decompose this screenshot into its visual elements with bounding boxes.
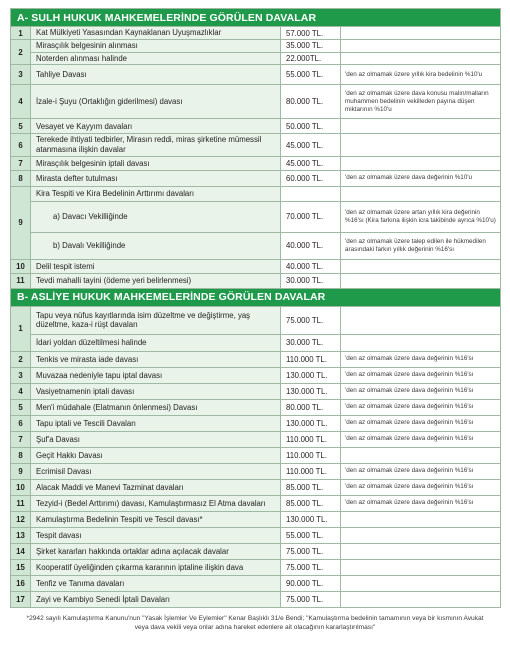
row-number: 9 xyxy=(11,186,31,259)
fee-amount: 130.000 TL. xyxy=(281,415,341,431)
row-number: 11 xyxy=(11,495,31,511)
table-row xyxy=(11,119,501,134)
fee-amount: 110.000 TL. xyxy=(281,447,341,463)
table-row xyxy=(11,527,501,543)
row-number: 5 xyxy=(11,399,31,415)
case-description: Kat Mülkiyeti Yasasından Kaynaklanan Uyuşmazlıklar xyxy=(31,27,281,40)
case-description: Ecrimisil Davası xyxy=(31,463,281,479)
fee-amount xyxy=(281,186,341,201)
row-number: 12 xyxy=(11,511,31,527)
case-description: Kira Tespiti ve Kira Bedelinin Arttırımı davaları xyxy=(31,186,281,201)
fee-note xyxy=(341,134,501,156)
case-description: Terekede ihtiyati tedbirler, Mirasın reddi, miras şirketine mümessil atanmasına ilişkin davalar xyxy=(31,134,281,156)
case-description: Delil tespit istemi xyxy=(31,259,281,273)
table-row xyxy=(11,273,501,288)
case-description: b) Davalı Vekilliğinde xyxy=(31,232,281,259)
table-row xyxy=(11,134,501,156)
case-description: Şuf'a Davası xyxy=(31,431,281,447)
case-description: a) Davacı Vekilliğinde xyxy=(31,201,281,232)
table-row xyxy=(11,156,501,170)
table-row xyxy=(11,559,501,575)
fee-note xyxy=(341,40,501,53)
table-row xyxy=(11,85,501,119)
case-description: Mirasçılık belgesinin alınması xyxy=(31,40,281,53)
fee-amount: 75.000 TL. xyxy=(281,306,341,334)
fee-amount: 35.000 TL. xyxy=(281,40,341,53)
case-description: Geçit Hakkı Davası xyxy=(31,447,281,463)
fee-note: 'den az olmamak üzere dava değerinin %16'sı xyxy=(341,351,501,367)
table-row xyxy=(11,170,501,186)
row-number: 5 xyxy=(11,119,31,134)
row-number: 14 xyxy=(11,543,31,559)
table-row xyxy=(11,415,501,431)
case-description: Tahliye Davası xyxy=(31,65,281,85)
case-description: Tespit davası xyxy=(31,527,281,543)
table-row xyxy=(11,306,501,334)
table-row xyxy=(11,447,501,463)
fee-amount: 110.000 TL. xyxy=(281,463,341,479)
table-row xyxy=(11,259,501,273)
table-row xyxy=(11,575,501,591)
fee-amount: 85.000 TL. xyxy=(281,495,341,511)
case-description: Tevdi mahalli tayini (ödeme yeri belirlenmesi) xyxy=(31,273,281,288)
section-title: B- ASLİYE HUKUK MAHKEMELERİNDE GÖRÜLEN DAVALAR xyxy=(11,288,501,306)
case-description: İdari yoldan düzeltilmesi halinde xyxy=(31,334,281,351)
row-number: 3 xyxy=(11,65,31,85)
fee-amount: 75.000 TL. xyxy=(281,591,341,607)
case-description: Şirket kararları hakkında ortaklar adına açılacak davalar xyxy=(31,543,281,559)
case-description: Tezyid-i (Bedel Arttırımı) davası, Kamulaştırmasız El Atma davaları xyxy=(31,495,281,511)
fee-amount: 55.000 TL. xyxy=(281,527,341,543)
fee-note xyxy=(341,119,501,134)
table-row xyxy=(11,27,501,40)
table-row xyxy=(11,334,501,351)
section-header-row xyxy=(11,9,501,27)
fee-note: 'den az olmamak üzere talep edilen ile hükmedilen arasındaki farkın yıllık değerinin %16'sı xyxy=(341,232,501,259)
fee-note xyxy=(341,575,501,591)
table-row xyxy=(11,351,501,367)
row-number: 10 xyxy=(11,479,31,495)
fee-note xyxy=(341,52,501,65)
fee-note xyxy=(341,559,501,575)
fee-note xyxy=(341,156,501,170)
row-number: 4 xyxy=(11,383,31,399)
row-number: 6 xyxy=(11,415,31,431)
fee-note: 'den az olmamak üzere dava değerinin %16'sı xyxy=(341,415,501,431)
fee-note xyxy=(341,543,501,559)
row-number: 1 xyxy=(11,306,31,351)
fee-note: 'den az olmamak üzere dava değerinin %16'sı xyxy=(341,383,501,399)
fee-amount: 110.000 TL. xyxy=(281,431,341,447)
fee-note: 'den az olmamak üzere dava değerinin %16'sı xyxy=(341,431,501,447)
section-header-row xyxy=(11,288,501,306)
fee-note xyxy=(341,591,501,607)
fee-amount: 40.000 TL. xyxy=(281,259,341,273)
case-description: Muvazaa nedeniyle tapu iptal davası xyxy=(31,367,281,383)
row-number: 8 xyxy=(11,447,31,463)
case-description: Mirasçılık belgesinin iptali davası xyxy=(31,156,281,170)
row-number: 15 xyxy=(11,559,31,575)
row-number: 8 xyxy=(11,170,31,186)
row-number: 2 xyxy=(11,40,31,65)
case-description: Alacak Maddi ve Manevi Tazminat davaları xyxy=(31,479,281,495)
case-description: Noterden alınması halinde xyxy=(31,52,281,65)
table-row xyxy=(11,495,501,511)
fee-amount: 50.000 TL. xyxy=(281,119,341,134)
table-row xyxy=(11,201,501,232)
table-row xyxy=(11,367,501,383)
row-number: 7 xyxy=(11,156,31,170)
case-description: Tapu veya nüfus kayıtlarında isim düzeltme ve değiştirme, yaş düzeltme, kaza-i rüşt davaları xyxy=(31,306,281,334)
table-row xyxy=(11,40,501,53)
fee-amount: 45.000 TL. xyxy=(281,134,341,156)
section-title: A- SULH HUKUK MAHKEMELERİNDE GÖRÜLEN DAVALAR xyxy=(11,9,501,27)
fee-note xyxy=(341,186,501,201)
table-row xyxy=(11,383,501,399)
fee-amount: 80.000 TL. xyxy=(281,85,341,119)
fee-amount: 130.000 TL. xyxy=(281,367,341,383)
row-number: 2 xyxy=(11,351,31,367)
fee-note xyxy=(341,511,501,527)
fee-note xyxy=(341,306,501,334)
table-row xyxy=(11,399,501,415)
fee-amount: 80.000 TL. xyxy=(281,399,341,415)
fee-amount: 85.000 TL. xyxy=(281,479,341,495)
table-row xyxy=(11,431,501,447)
table-row xyxy=(11,543,501,559)
fee-note: 'den az olmamak üzere dava değerinin %16'sı xyxy=(341,495,501,511)
fee-note xyxy=(341,447,501,463)
case-description: Men'i müdahale (Elatmanın önlenmesi) Davası xyxy=(31,399,281,415)
fee-note: 'den az olmamak üzere dava değerinin %10'u xyxy=(341,170,501,186)
case-description: Kamulaştırma Bedelinin Tespiti ve Tescil davası* xyxy=(31,511,281,527)
fee-note: 'den az olmamak üzere dava değerinin %16'sı xyxy=(341,463,501,479)
fee-note xyxy=(341,273,501,288)
fee-amount: 90.000 TL. xyxy=(281,575,341,591)
row-number: 3 xyxy=(11,367,31,383)
case-description: Vasiyetnamenin iptali davası xyxy=(31,383,281,399)
table-row xyxy=(11,463,501,479)
row-number: 10 xyxy=(11,259,31,273)
table-row xyxy=(11,65,501,85)
table-row xyxy=(11,232,501,259)
table-row xyxy=(11,479,501,495)
fee-note: 'den az olmamak üzere artan yıllık kira değerinin %16'sı (Kira farkına ilişkin icra takibinde ayrıca %10'u) xyxy=(341,201,501,232)
fee-amount: 55.000 TL. xyxy=(281,65,341,85)
fee-amount: 75.000 TL. xyxy=(281,543,341,559)
fee-amount: 60.000 TL. xyxy=(281,170,341,186)
case-description: Tenkis ve mirasta iade davası xyxy=(31,351,281,367)
table-row xyxy=(11,186,501,201)
fee-amount: 130.000 TL. xyxy=(281,383,341,399)
fee-amount: 22.000TL. xyxy=(281,52,341,65)
case-description: Zayi ve Kambiyo Senedi İptali Davaları xyxy=(31,591,281,607)
fee-note: 'den az olmamak üzere dava değerinin %16'sı xyxy=(341,399,501,415)
case-description: Vesayet ve Kayyım davaları xyxy=(31,119,281,134)
row-number: 1 xyxy=(11,27,31,40)
footnote: *2942 sayılı Kamulaştırma Kanunu'nun "Yasak İşlemler Ve Eylemler" Kenar Başlıklı 31/e Bendi; "Kamulaştırma bedelinin tamamının veya bir kısmının Avukat veya dava vekili veya onlar adına hareket edenlere ait olacağının kararlaştırılması" xyxy=(26,614,484,631)
case-description: Kooperatif üyeliğinden çıkarma kararının iptaline ilişkin dava xyxy=(31,559,281,575)
row-number: 16 xyxy=(11,575,31,591)
fee-note: 'den az olmamak üzere dava konusu malın/malların muhammen bedelinin vekilleden payına düşen miktarının %10'u xyxy=(341,85,501,119)
fee-note xyxy=(341,334,501,351)
row-number: 6 xyxy=(11,134,31,156)
fee-amount: 40.000 TL. xyxy=(281,232,341,259)
fee-amount: 70.000 TL. xyxy=(281,201,341,232)
fee-table xyxy=(10,8,501,608)
fee-amount: 57.000 TL. xyxy=(281,27,341,40)
fee-note xyxy=(341,27,501,40)
case-description: Tenfiz ve Tanıma davaları xyxy=(31,575,281,591)
fee-table-body xyxy=(11,9,501,608)
table-row xyxy=(11,511,501,527)
fee-note: 'den az olmamak üzere yıllık kira bedelinin %10'u xyxy=(341,65,501,85)
fee-amount: 75.000 TL. xyxy=(281,559,341,575)
table-row xyxy=(11,591,501,607)
fee-note xyxy=(341,527,501,543)
row-number: 17 xyxy=(11,591,31,607)
fee-note: 'den az olmamak üzere dava değerinin %16'sı xyxy=(341,367,501,383)
fee-note: 'den az olmamak üzere dava değerinin %16'sı xyxy=(341,479,501,495)
table-row xyxy=(11,52,501,65)
row-number: 7 xyxy=(11,431,31,447)
fee-amount: 30.000 TL. xyxy=(281,334,341,351)
row-number: 11 xyxy=(11,273,31,288)
fee-amount: 110.000 TL. xyxy=(281,351,341,367)
case-description: İzale-i Şuyu (Ortaklığın giderilmesi) davası xyxy=(31,85,281,119)
row-number: 4 xyxy=(11,85,31,119)
row-number: 13 xyxy=(11,527,31,543)
fee-amount: 45.000 TL. xyxy=(281,156,341,170)
fee-amount: 130.000 TL. xyxy=(281,511,341,527)
case-description: Mirasta defter tutulması xyxy=(31,170,281,186)
row-number: 9 xyxy=(11,463,31,479)
case-description: Tapu iptali ve Tescili Davaları xyxy=(31,415,281,431)
fee-amount: 30.000 TL. xyxy=(281,273,341,288)
fee-note xyxy=(341,259,501,273)
